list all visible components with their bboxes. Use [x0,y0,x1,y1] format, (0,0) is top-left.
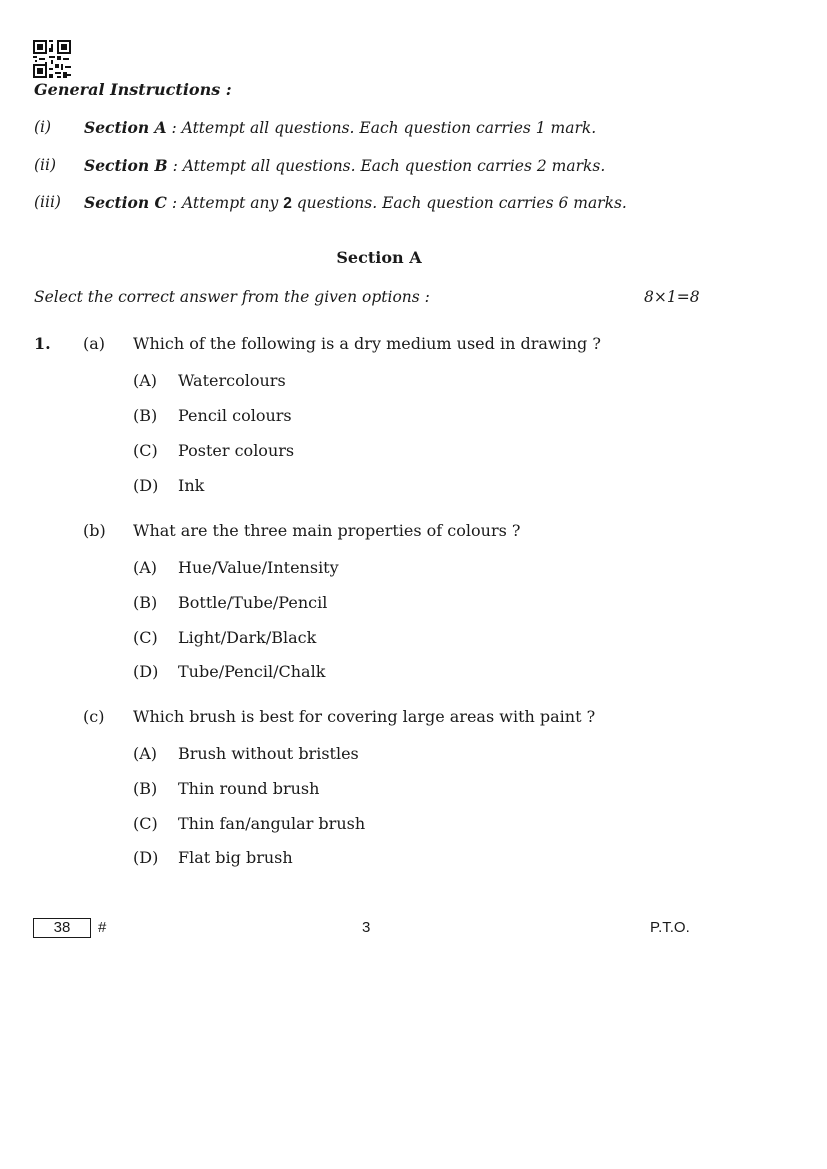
instruction-section: Section A [84,118,167,137]
instruction-detail: : Attempt all questions. Each question carries 2 marks. [167,157,606,175]
section-instruction: Select the correct answer from the given options : [34,288,430,306]
option-text: Thin round brush [178,779,320,798]
instruction-item [34,118,674,140]
option-letter: (A) [133,558,158,577]
instruction-number: (i) [34,118,52,136]
option-letter: (C) [133,441,158,460]
option-text: Thin fan/angular brush [178,814,366,833]
option-letter: (D) [133,662,159,681]
option-letter: (A) [133,744,158,763]
option-text: Bottle/Tube/Pencil [178,593,328,612]
instruction-detail: questions. Each question carries 6 marks. [291,194,627,212]
option-letter: (B) [133,593,158,612]
instruction-detail: : Attempt any [166,194,284,212]
paper-code-box: 38 [33,918,91,938]
option-letter: (B) [133,779,158,798]
footer-hash: # [98,919,107,936]
part-letter: (b) [83,521,106,540]
instruction-section: Section B [84,156,168,175]
option-letter: (C) [133,628,158,647]
instruction-number: (ii) [34,156,57,174]
option-letter: (C) [133,814,158,833]
option-text: Tube/Pencil/Chalk [178,662,326,681]
option-text: Ink [178,476,205,495]
option-text: Flat big brush [178,848,293,867]
option-letter: (D) [133,476,159,495]
instruction-text [84,193,627,213]
option-letter: (B) [133,406,158,425]
option-text: Hue/Value/Intensity [178,558,339,577]
question-number: 1. [34,334,51,353]
part-question: What are the three main properties of colours ? [133,521,521,540]
option-text: Watercolours [178,371,286,390]
qr-code-icon [33,40,71,78]
instruction-text [84,156,605,175]
pto-label: P.T.O. [650,919,690,936]
part-letter: (c) [83,707,105,726]
instruction-text [84,118,596,137]
option-letter: (D) [133,848,159,867]
section-title: Section A [336,248,422,267]
option-text: Brush without bristles [178,744,359,763]
section-marks: 8×1=8 [644,288,700,306]
general-instructions-title: General Instructions : [34,80,232,99]
option-text: Poster colours [178,441,295,460]
part-question: Which brush is best for covering large areas with paint ? [133,707,596,726]
instruction-count: 2 [283,195,292,212]
option-text: Light/Dark/Black [178,628,317,647]
instruction-detail: : Attempt all questions. Each question carries 1 mark. [166,119,597,137]
instruction-number: (iii) [34,193,61,211]
page-number: 3 [362,919,371,936]
instruction-item [34,156,674,178]
option-text: Pencil colours [178,406,292,425]
option-letter: (A) [133,371,158,390]
instruction-section: Section C [84,193,167,212]
part-question: Which of the following is a dry medium used in drawing ? [133,334,601,353]
part-letter: (a) [83,334,106,353]
instruction-item [34,193,674,215]
